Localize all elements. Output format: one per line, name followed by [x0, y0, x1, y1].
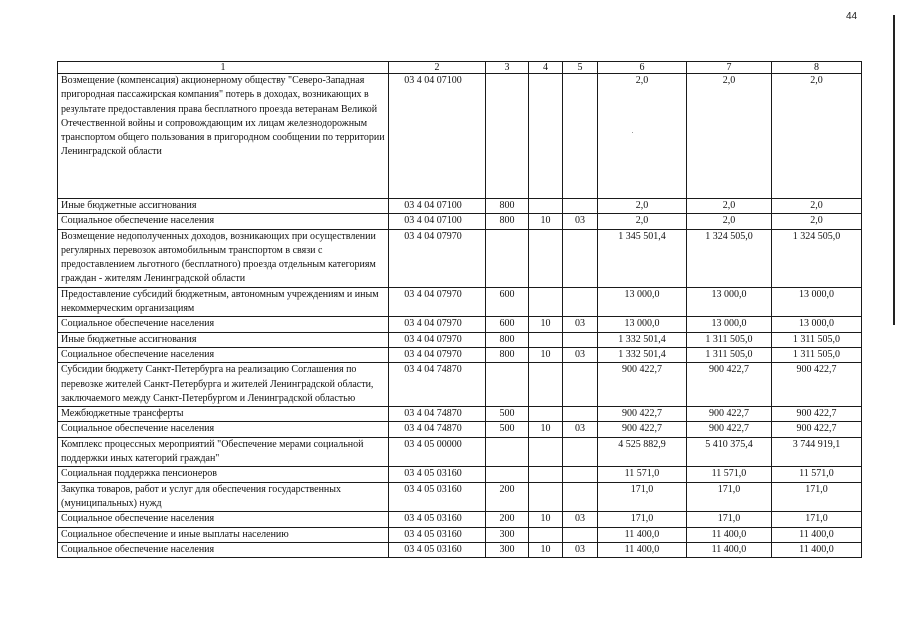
- amount-cell-year2: 11 400,0: [687, 542, 772, 557]
- section-cell: [529, 482, 563, 512]
- amount-cell-year1: 900 422,7: [598, 363, 687, 407]
- amount-cell-year2: 11 571,0: [687, 467, 772, 482]
- expense-type-cell: 800: [486, 199, 529, 214]
- table-row: [58, 347, 862, 362]
- section-cell: [529, 467, 563, 482]
- row-name-cell: Межбюджетные трансферты: [58, 407, 389, 422]
- amount-cell-year3: 1 311 505,0: [772, 347, 862, 362]
- budget-table: [57, 61, 862, 558]
- expense-type-cell: 500: [486, 422, 529, 437]
- expense-type-cell: 800: [486, 214, 529, 229]
- amount-cell-year1: 900 422,7: [598, 407, 687, 422]
- expense-type-cell: 600: [486, 287, 529, 317]
- row-name-cell: Предоставление субсидий бюджетным, автономным учреждениям и иным некоммерческим организациям: [58, 287, 389, 317]
- section-cell: [529, 363, 563, 407]
- subsection-cell: [563, 527, 598, 542]
- amount-cell-year3: 11 571,0: [772, 467, 862, 482]
- expense-type-cell: 300: [486, 542, 529, 557]
- target-code-cell: 03 4 04 74870: [389, 407, 486, 422]
- subsection-cell: 03: [563, 214, 598, 229]
- table-row: [58, 512, 862, 527]
- expense-type-cell: 200: [486, 482, 529, 512]
- expense-type-cell: [486, 363, 529, 407]
- section-cell: [529, 199, 563, 214]
- amount-cell-year3: 11 400,0: [772, 542, 862, 557]
- table-row: [58, 287, 862, 317]
- table-row: [58, 422, 862, 437]
- target-code-cell: 03 4 05 00000: [389, 437, 486, 467]
- amount-cell-year1: 2,0: [598, 214, 687, 229]
- row-name-cell: Возмещение недополученных доходов, возникающих при осуществлении регулярных перевозок автомобильным транспортом в связи с предоставлением льготного (бесплатного) проезда отдельным категориям граждан - жителям Ленинградской области: [58, 229, 389, 287]
- amount-cell-year2: 2,0: [687, 214, 772, 229]
- subsection-cell: 03: [563, 512, 598, 527]
- table-row: [58, 467, 862, 482]
- target-code-cell: 03 4 04 74870: [389, 422, 486, 437]
- amount-cell-year1: 1 332 501,4: [598, 347, 687, 362]
- amount-cell-year1: 1 332 501,4: [598, 332, 687, 347]
- header-cell: 2: [389, 62, 486, 74]
- expense-type-cell: 600: [486, 317, 529, 332]
- header-cell: 3: [486, 62, 529, 74]
- expense-type-cell: [486, 229, 529, 287]
- row-name-cell: Социальное обеспечение населения: [58, 214, 389, 229]
- expense-type-cell: [486, 467, 529, 482]
- target-code-cell: 03 4 04 07970: [389, 229, 486, 287]
- amount-cell-year3: 171,0: [772, 482, 862, 512]
- target-code-cell: 03 4 04 07970: [389, 347, 486, 362]
- table-row: [58, 214, 862, 229]
- table-row: [58, 437, 862, 467]
- subsection-cell: [563, 74, 598, 199]
- expense-type-cell: 200: [486, 512, 529, 527]
- amount-cell-year2: 11 400,0: [687, 527, 772, 542]
- section-cell: [529, 407, 563, 422]
- row-name-cell: Иные бюджетные ассигнования: [58, 332, 389, 347]
- header-cell: 4: [529, 62, 563, 74]
- amount-cell-year2: 900 422,7: [687, 363, 772, 407]
- target-code-cell: 03 4 04 07970: [389, 317, 486, 332]
- subsection-cell: [563, 482, 598, 512]
- table-row: [58, 407, 862, 422]
- target-code-cell: 03 4 04 74870: [389, 363, 486, 407]
- table-row: [58, 199, 862, 214]
- section-cell: 10: [529, 317, 563, 332]
- section-cell: [529, 229, 563, 287]
- amount-cell-year2: 5 410 375,4: [687, 437, 772, 467]
- amount-cell-year1: 11 400,0: [598, 542, 687, 557]
- header-cell: 1: [58, 62, 389, 74]
- amount-cell-year2: 900 422,7: [687, 422, 772, 437]
- table-row: [58, 482, 862, 512]
- row-name-cell: Социальная поддержка пенсионеров: [58, 467, 389, 482]
- subsection-cell: 03: [563, 347, 598, 362]
- amount-cell-year1: 4 525 882,9: [598, 437, 687, 467]
- row-name-cell: Социальное обеспечение и иные выплаты населению: [58, 527, 389, 542]
- section-cell: [529, 527, 563, 542]
- section-cell: [529, 287, 563, 317]
- row-name-cell: Социальное обеспечение населения: [58, 347, 389, 362]
- row-name-cell: Социальное обеспечение населения: [58, 512, 389, 527]
- amount-cell-year3: 13 000,0: [772, 317, 862, 332]
- row-name-cell: Закупка товаров, работ и услуг для обеспечения государственных (муниципальных) нужд: [58, 482, 389, 512]
- amount-cell-year3: 1 311 505,0: [772, 332, 862, 347]
- amount-cell-year1: 11 571,0: [598, 467, 687, 482]
- amount-cell-year3: 900 422,7: [772, 407, 862, 422]
- table-row: [58, 332, 862, 347]
- amount-cell-year2: 1 311 505,0: [687, 347, 772, 362]
- expense-type-cell: 300: [486, 527, 529, 542]
- target-code-cell: 03 4 05 03160: [389, 512, 486, 527]
- expense-type-cell: 500: [486, 407, 529, 422]
- expense-type-cell: 800: [486, 347, 529, 362]
- target-code-cell: 03 4 05 03160: [389, 482, 486, 512]
- row-name-cell: Субсидии бюджету Санкт-Петербурга на реализацию Соглашения по перевозке жителей Санкт-Петербурга и жителей Ленинградской области, заключаемого между Санкт-Петербургом и Ленинградской областью: [58, 363, 389, 407]
- table-row: [58, 542, 862, 557]
- target-code-cell: 03 4 04 07970: [389, 287, 486, 317]
- amount-cell-year3: 13 000,0: [772, 287, 862, 317]
- subsection-cell: [563, 437, 598, 467]
- amount-cell-year3: 900 422,7: [772, 363, 862, 407]
- page-edge-line: [893, 15, 895, 325]
- row-name-cell: Социальное обеспечение населения: [58, 542, 389, 557]
- section-cell: 10: [529, 512, 563, 527]
- subsection-cell: [563, 407, 598, 422]
- subsection-cell: [563, 332, 598, 347]
- subsection-cell: [563, 363, 598, 407]
- amount-cell-year3: 171,0: [772, 512, 862, 527]
- amount-cell-year2: 2,0: [687, 74, 772, 199]
- target-code-cell: 03 4 05 03160: [389, 467, 486, 482]
- row-name-cell: Социальное обеспечение населения: [58, 317, 389, 332]
- amount-cell-year3: 3 744 919,1: [772, 437, 862, 467]
- target-code-cell: 03 4 04 07100: [389, 199, 486, 214]
- amount-cell-year2: 1 311 505,0: [687, 332, 772, 347]
- amount-cell-year1: 2,0: [598, 74, 687, 199]
- amount-cell-year3: 11 400,0: [772, 527, 862, 542]
- amount-cell-year1: 13 000,0: [598, 287, 687, 317]
- subsection-cell: 03: [563, 542, 598, 557]
- amount-cell-year2: 171,0: [687, 482, 772, 512]
- amount-cell-year2: 2,0: [687, 199, 772, 214]
- header-cell: 7: [687, 62, 772, 74]
- table-row: [58, 363, 862, 407]
- row-name-cell: Возмещение (компенсация) акционерному обществу "Северо-Западная пригородная пассажирская компания" потерь в доходах, возникающих в результате предоставления права бесплатного проезда ветеранам Великой Отечественной войны и сопровождающим их лицам железнодорожным транспортом общего пользования в пригородном сообщении по территории Ленинградской области: [58, 74, 389, 199]
- subsection-cell: [563, 199, 598, 214]
- amount-cell-year1: 171,0: [598, 482, 687, 512]
- section-cell: 10: [529, 422, 563, 437]
- section-cell: 10: [529, 214, 563, 229]
- amount-cell-year2: 13 000,0: [687, 317, 772, 332]
- row-name-cell: Социальное обеспечение населения: [58, 422, 389, 437]
- table-row: [58, 74, 862, 199]
- amount-cell-year2: 900 422,7: [687, 407, 772, 422]
- row-name-cell: Иные бюджетные ассигнования: [58, 199, 389, 214]
- subsection-cell: 03: [563, 422, 598, 437]
- expense-type-cell: [486, 74, 529, 199]
- target-code-cell: 03 4 05 03160: [389, 542, 486, 557]
- target-code-cell: 03 4 04 07970: [389, 332, 486, 347]
- subsection-cell: [563, 287, 598, 317]
- amount-cell-year3: 2,0: [772, 214, 862, 229]
- table-row: [58, 527, 862, 542]
- target-code-cell: 03 4 04 07100: [389, 74, 486, 199]
- amount-cell-year1: 1 345 501,4: [598, 229, 687, 287]
- table-row: [58, 317, 862, 332]
- amount-cell-year2: 1 324 505,0: [687, 229, 772, 287]
- section-cell: [529, 74, 563, 199]
- amount-cell-year3: 2,0: [772, 199, 862, 214]
- section-cell: [529, 332, 563, 347]
- amount-cell-year3: 2,0: [772, 74, 862, 199]
- section-cell: 10: [529, 347, 563, 362]
- amount-cell-year3: 1 324 505,0: [772, 229, 862, 287]
- amount-cell-year1: 171,0: [598, 512, 687, 527]
- amount-cell-year1: 2,0: [598, 199, 687, 214]
- section-cell: [529, 437, 563, 467]
- amount-cell-year3: 900 422,7: [772, 422, 862, 437]
- header-cell: 8: [772, 62, 862, 74]
- amount-cell-year1: 13 000,0: [598, 317, 687, 332]
- subsection-cell: [563, 229, 598, 287]
- header-row: [58, 62, 862, 74]
- target-code-cell: 03 4 04 07100: [389, 214, 486, 229]
- amount-cell-year1: 11 400,0: [598, 527, 687, 542]
- header-cell: 6: [598, 62, 687, 74]
- amount-cell-year2: 171,0: [687, 512, 772, 527]
- table-row: [58, 229, 862, 287]
- row-name-cell: Комплекс процессных мероприятий "Обеспечение мерами социальной поддержки иных категорий граждан": [58, 437, 389, 467]
- amount-cell-year1: 900 422,7: [598, 422, 687, 437]
- expense-type-cell: 800: [486, 332, 529, 347]
- amount-cell-year2: 13 000,0: [687, 287, 772, 317]
- page-number: 44: [846, 11, 858, 22]
- section-cell: 10: [529, 542, 563, 557]
- expense-type-cell: [486, 437, 529, 467]
- subsection-cell: 03: [563, 317, 598, 332]
- target-code-cell: 03 4 05 03160: [389, 527, 486, 542]
- subsection-cell: [563, 467, 598, 482]
- header-cell: 5: [563, 62, 598, 74]
